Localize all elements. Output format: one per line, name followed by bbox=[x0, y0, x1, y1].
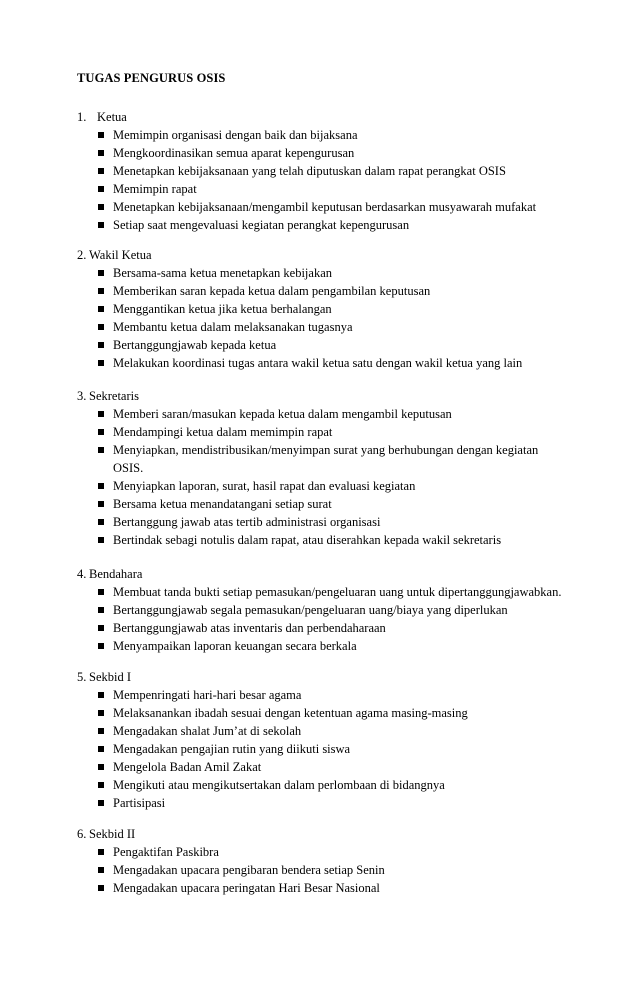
list-item: Menggantikan ketua jika ketua berhalangan bbox=[77, 300, 597, 318]
section-heading bbox=[77, 668, 597, 686]
section-number: 2. bbox=[77, 248, 87, 262]
bullet-square-icon bbox=[98, 483, 104, 489]
bullet-square-icon bbox=[98, 764, 104, 770]
bullet-square-icon bbox=[98, 270, 104, 276]
bullet-square-icon bbox=[98, 885, 104, 891]
bullet-square-icon bbox=[98, 728, 104, 734]
list-item: Menyampaikan laporan keuangan secara berkala bbox=[77, 637, 597, 655]
list-item: Menetapkan kebijaksanaan yang telah diputuskan dalam rapat perangkat OSIS bbox=[77, 162, 597, 180]
list-item: Memberi saran/masukan kepada ketua dalam mengambil keputusan bbox=[77, 405, 597, 423]
bullet-square-icon bbox=[98, 411, 104, 417]
list-item: Partisipasi bbox=[77, 794, 597, 812]
section-name: Sekretaris bbox=[89, 389, 139, 403]
list-item: Mengelola Badan Amil Zakat bbox=[77, 758, 597, 776]
list-item: Membantu ketua dalam melaksanakan tugasnya bbox=[77, 318, 597, 336]
section-heading bbox=[77, 387, 597, 405]
bullet-square-icon bbox=[98, 519, 104, 525]
bullet-square-icon bbox=[98, 692, 104, 698]
section-name: Wakil Ketua bbox=[89, 248, 152, 262]
document-title: TUGAS PENGURUS OSIS bbox=[77, 71, 226, 85]
list-item: Mengadakan pengajian rutin yang diikuti siswa bbox=[77, 740, 597, 758]
list-item: Bersama-sama ketua menetapkan kebijakan bbox=[77, 264, 597, 282]
list-item: Memimpin rapat bbox=[77, 180, 597, 198]
bullet-square-icon bbox=[98, 288, 104, 294]
list-item: Menyiapkan, mendistribusikan/menyimpan surat yang berhubungan dengan kegiatan OSIS. bbox=[77, 441, 597, 477]
list-item: Bertanggung jawab atas tertib administrasi organisasi bbox=[77, 513, 597, 531]
section-heading bbox=[77, 825, 597, 843]
section-bendahara bbox=[77, 565, 597, 655]
list-item: Mengadakan upacara pengibaran bendera setiap Senin bbox=[77, 861, 597, 879]
list-item: Memberikan saran kepada ketua dalam pengambilan keputusan bbox=[77, 282, 597, 300]
list-item: Mengikuti atau mengikutsertakan dalam perlombaan di bidangnya bbox=[77, 776, 597, 794]
task-list bbox=[77, 843, 597, 897]
section-number: 5. bbox=[77, 670, 87, 684]
task-list bbox=[77, 264, 597, 372]
bullet-square-icon bbox=[98, 150, 104, 156]
list-item: Menyiapkan laporan, surat, hasil rapat dan evaluasi kegiatan bbox=[77, 477, 597, 495]
task-list bbox=[77, 405, 597, 549]
bullet-square-icon bbox=[98, 867, 104, 873]
bullet-square-icon bbox=[98, 607, 104, 613]
list-item: Mengadakan shalat Jum’at di sekolah bbox=[77, 722, 597, 740]
bullet-square-icon bbox=[98, 501, 104, 507]
list-item: Pengaktifan Paskibra bbox=[77, 843, 597, 861]
section-wakil-ketua bbox=[77, 246, 597, 372]
section-number: 4. bbox=[77, 567, 87, 581]
list-item: Memimpin organisasi dengan baik dan bijaksana bbox=[77, 126, 597, 144]
bullet-square-icon bbox=[98, 710, 104, 716]
list-item: Bersama ketua menandatangani setiap surat bbox=[77, 495, 597, 513]
list-item: Bertanggungjawab atas inventaris dan perbendaharaan bbox=[77, 619, 597, 637]
bullet-square-icon bbox=[98, 186, 104, 192]
bullet-square-icon bbox=[98, 849, 104, 855]
bullet-square-icon bbox=[98, 625, 104, 631]
section-sekretaris bbox=[77, 387, 597, 549]
list-item: Menetapkan kebijaksanaan/mengambil keputusan berdasarkan musyawarah mufakat bbox=[77, 198, 597, 216]
list-item: Melakukan koordinasi tugas antara wakil ketua satu dengan wakil ketua yang lain bbox=[77, 354, 597, 372]
section-sekbid-i bbox=[77, 668, 597, 812]
section-name: Ketua bbox=[97, 110, 127, 124]
bullet-square-icon bbox=[98, 589, 104, 595]
section-name: Bendahara bbox=[89, 567, 143, 581]
list-item: Mengkoordinasikan semua aparat kepengurusan bbox=[77, 144, 597, 162]
list-item: Mendampingi ketua dalam memimpin rapat bbox=[77, 423, 597, 441]
bullet-square-icon bbox=[98, 782, 104, 788]
bullet-square-icon bbox=[98, 306, 104, 312]
bullet-square-icon bbox=[98, 447, 104, 453]
section-heading bbox=[77, 565, 597, 583]
task-list bbox=[77, 686, 597, 812]
list-item: Mempenringati hari-hari besar agama bbox=[77, 686, 597, 704]
bullet-square-icon bbox=[98, 204, 104, 210]
section-sekbid-ii bbox=[77, 825, 597, 897]
bullet-square-icon bbox=[98, 168, 104, 174]
bullet-square-icon bbox=[98, 132, 104, 138]
list-item: Bertanggungjawab segala pemasukan/pengeluaran uang/biaya yang diperlukan bbox=[77, 601, 597, 619]
list-item: Bertindak sebagi notulis dalam rapat, atau diserahkan kepada wakil sekretaris bbox=[77, 531, 597, 549]
task-list bbox=[77, 126, 597, 234]
bullet-square-icon bbox=[98, 643, 104, 649]
section-heading bbox=[77, 246, 597, 264]
task-list bbox=[77, 583, 597, 655]
bullet-square-icon bbox=[98, 429, 104, 435]
section-name: Sekbid I bbox=[89, 670, 132, 684]
section-name: Sekbid II bbox=[89, 827, 136, 841]
list-item: Mengadakan upacara peringatan Hari Besar Nasional bbox=[77, 879, 597, 897]
list-item: Bertanggungjawab kepada ketua bbox=[77, 336, 597, 354]
section-ketua bbox=[77, 108, 597, 234]
bullet-square-icon bbox=[98, 342, 104, 348]
bullet-square-icon bbox=[98, 360, 104, 366]
bullet-square-icon bbox=[98, 537, 104, 543]
section-number: 6. bbox=[77, 827, 87, 841]
list-item: Membuat tanda bukti setiap pemasukan/pengeluaran uang untuk dipertanggungjawabkan. bbox=[77, 583, 597, 601]
section-number: 3. bbox=[77, 389, 87, 403]
section-heading bbox=[77, 108, 597, 126]
bullet-square-icon bbox=[98, 324, 104, 330]
bullet-square-icon bbox=[98, 800, 104, 806]
list-item: Melaksanankan ibadah sesuai dengan ketentuan agama masing-masing bbox=[77, 704, 597, 722]
list-item: Setiap saat mengevaluasi kegiatan perangkat kepengurusan bbox=[77, 216, 597, 234]
bullet-square-icon bbox=[98, 746, 104, 752]
section-number: 1. bbox=[77, 110, 87, 124]
bullet-square-icon bbox=[98, 222, 104, 228]
